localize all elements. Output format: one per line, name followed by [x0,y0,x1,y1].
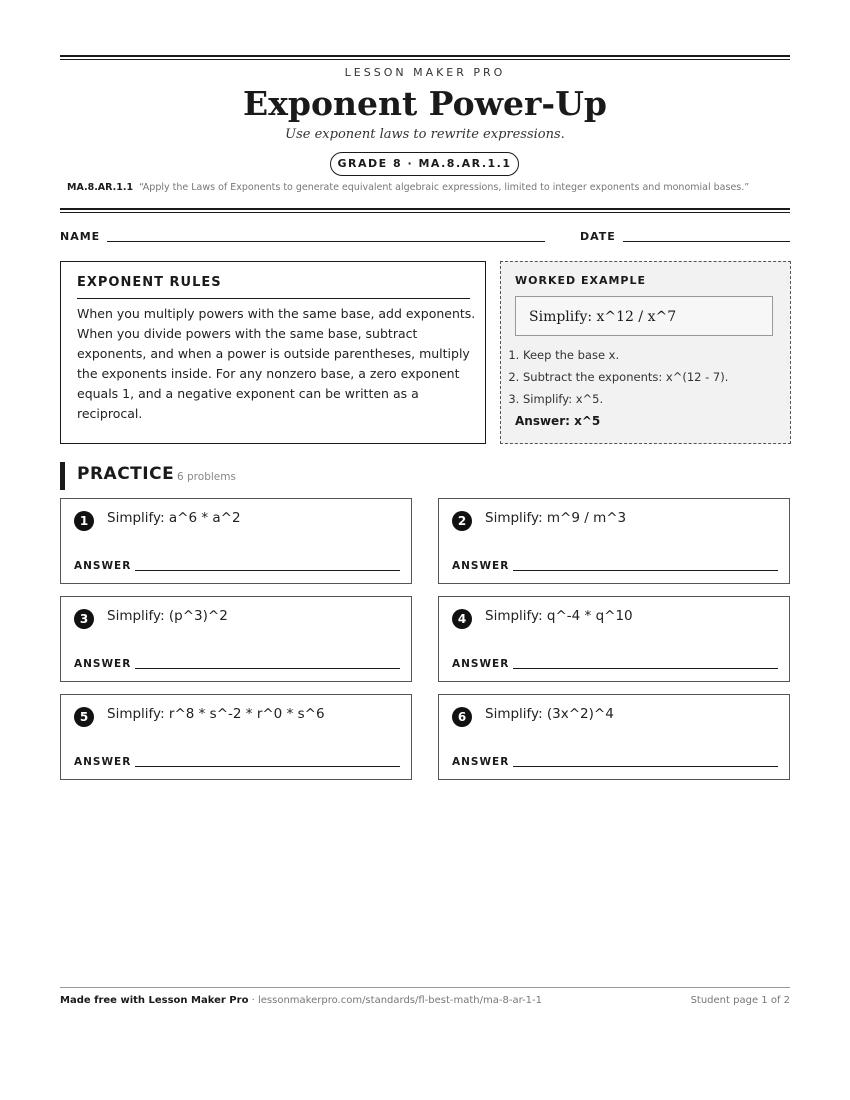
problem-number: 4 [452,609,472,629]
name-label: NAME [60,230,101,243]
grade-badge: GRADE 8 · MA.8.AR.1.1 [330,152,519,176]
footer-brand: Made free with Lesson Maker Pro [60,995,249,1006]
problem-number: 5 [74,707,94,727]
problem-card [60,498,412,584]
example-steps [507,344,793,410]
practice-count: 6 problems [177,471,236,483]
header-bottom-rule [60,208,790,213]
answer-field-line[interactable] [135,766,400,767]
example-step: 2. Subtract the exponents: x^(12 - 7). [523,366,793,388]
worksheet-subtitle: Use exponent laws to rewrite expressions. [285,127,565,142]
rules-heading-rule [77,298,470,299]
problem-card [438,694,790,780]
worked-example-box [500,261,791,444]
answer-field-line[interactable] [135,570,400,571]
problem-text: Simplify: q^-4 * q^10 [485,608,633,624]
date-field-line[interactable] [623,241,790,242]
footer-rule [60,987,790,988]
answer-field-line[interactable] [513,766,778,767]
answer-label: ANSWER [74,560,132,572]
practice-heading: PRACTICE [77,464,175,484]
example-heading: WORKED EXAMPLE [515,274,646,287]
answer-field-line[interactable] [513,668,778,669]
problem-text: Simplify: (3x^2)^4 [485,706,614,722]
exponent-rules-box [60,261,486,444]
problem-number: 2 [452,511,472,531]
problem-number: 3 [74,609,94,629]
problem-card [438,498,790,584]
standard-code: MA.8.AR.1.1 [67,182,134,193]
problem-number: 6 [452,707,472,727]
problem-card [60,694,412,780]
practice-accent-bar [60,462,65,490]
answer-field-line[interactable] [135,668,400,669]
answer-field-line[interactable] [513,570,778,571]
footer-credit [60,995,542,1006]
problem-text: Simplify: r^8 * s^-2 * r^0 * s^6 [107,706,325,722]
name-field-line[interactable] [107,241,545,242]
answer-label: ANSWER [74,658,132,670]
answer-label: ANSWER [452,756,510,768]
example-step: 3. Simplify: x^5. [523,388,793,410]
example-step: 1. Keep the base x. [523,344,793,366]
problem-card [438,596,790,682]
answer-label: ANSWER [452,560,510,572]
answer-label: ANSWER [452,658,510,670]
problem-number: 1 [74,511,94,531]
brand-label: LESSON MAKER PRO [344,66,506,79]
page-indicator: Student page 1 of 2 [690,995,790,1006]
top-rule [60,55,790,60]
problem-text: Simplify: a^6 * a^2 [107,510,241,526]
example-answer: Answer: x^5 [515,414,601,428]
standard-statement [67,182,797,193]
date-label: DATE [580,230,616,243]
problem-text: Simplify: (p^3)^2 [107,608,228,624]
answer-label: ANSWER [74,756,132,768]
worksheet-title: Exponent Power-Up [243,84,607,123]
problem-text: Simplify: m^9 / m^3 [485,510,627,526]
rules-body: When you multiply powers with the same base, add exponents. When you divide powers with the same base, subtract exponents, and when a power is outside parentheses, multiply the exponents inside. For any nonzero base, a zero exponent equals 1, and a negative exponent can be written as a reciprocal. [77,306,476,421]
problem-card [60,596,412,682]
rules-heading: EXPONENT RULES [77,275,222,290]
footer-url[interactable]: · lessonmakerpro.com/standards/fl-best-math/ma-8-ar-1-1 [248,995,543,1006]
standard-text: “Apply the Laws of Exponents to generate equivalent algebraic expressions, limited to integer exponents and monomial bases.” [139,182,750,193]
example-problem: Simplify: x^12 / x^7 [515,296,773,336]
